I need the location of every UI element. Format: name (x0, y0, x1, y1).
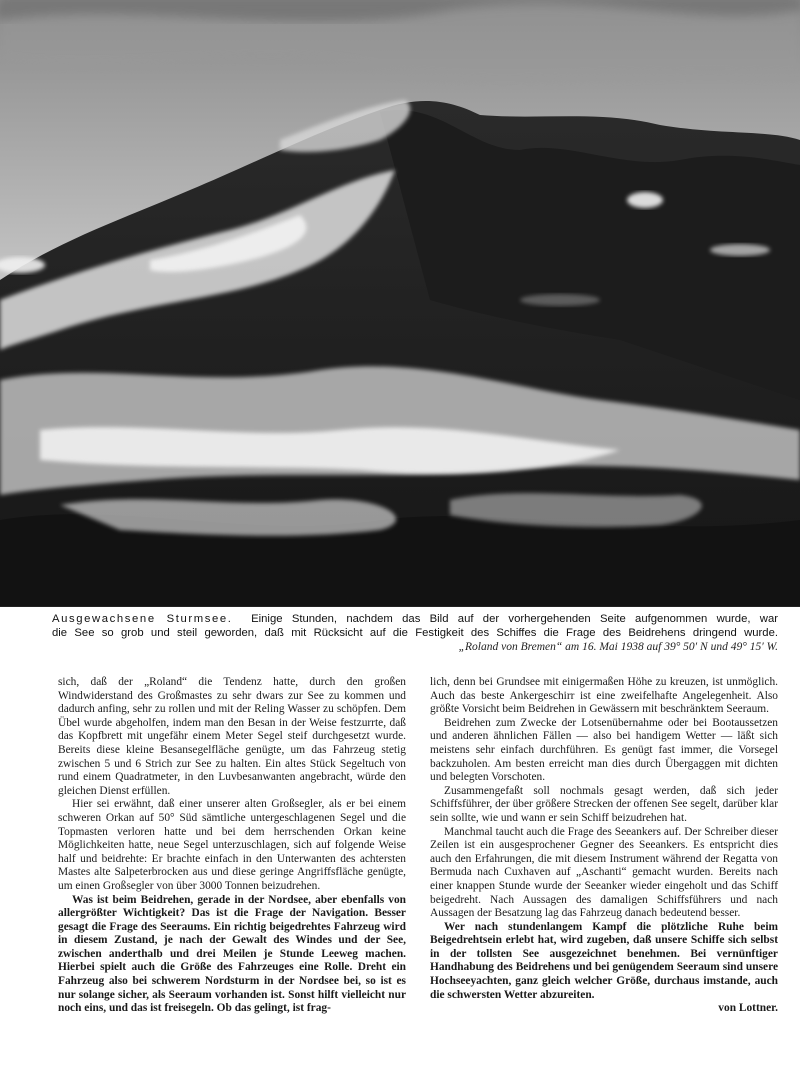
caption-lead: Ausgewachsene Sturmsee. (52, 613, 233, 625)
paragraph: Manchmal taucht auch die Frage des Seeankers auf. Der Schreiber dieser Zeilen ist ein ausgesprochener Gegner des Seeankers. Es entspricht dies auch den Erfahrungen, die mit diesem Instrument während der Regatta von Bermuda nach Cuxhaven auf „Aschanti“ gemacht wurden. Bereits nach einer knappen Stunde wurde der Seeanker wieder eingeholt und das Schiff beigedreht. Nach Aussagen des damaligen Schiffsführers und nach Aussagen der Besatzung lag das Fahrzeug danach bedeutend besser. (430, 825, 778, 920)
photo-bottom-edge (0, 606, 800, 607)
article-body (58, 676, 778, 1076)
right-column (430, 676, 778, 1016)
author-signature: von Lottner. (718, 1002, 778, 1015)
paragraph: Was ist beim Beidrehen, gerade in der Nordsee, aber ebenfalls von allergrößter Wichtigkeit? Das ist die Frage der Navigation. Besser gesagt die Frage des Seeraums. Ein richtig beigedrehtes Fahrzeug wird in diesem Zustand, je nach der Gewalt des Windes und der See, zwischen anderthalb und drei Meilen je Stunde Leeweg machen. Hierbei spielt auch die Größe des Fahrzeuges eine Rolle. Dreht ein Fahrzeug also bei schwerem Nordsturm in der Nordsee bei, so ist es nur solange sicher, als Seeraum vorhanden ist. Sonst hilft vielleicht nur noch eins, und das ist freisegeln. Ob das gelingt, ist frag- (58, 893, 406, 1015)
paragraph: sich, daß der „Roland“ die Tendenz hatte, durch den großen Windwiderstand des Großmastes zu sehr dwars zur See zu kommen und dadurch anfing, sehr zu rollen und mit der Reling Wasser zu schöpfen. Dem Übel wurde abgeholfen, indem man den Besan in der Weise festzurrte, daß das Kopfbrett mit ungefähr einem Meter Segel steif durchgesetzt wurde. Bereits diese kleine Besansegelfläche genügte, um das Fahrzeug stetig zwischen 5 und 6 Strich zur See zu halten. Ein altes Stück Segeltuch von rund einem Quadratmeter, in den Luvbesanwanten angebracht, würde den gleichen Dienst erfüllen. (58, 676, 406, 797)
paragraph: Wer nach stundenlangem Kampf die plötzliche Ruhe beim Beigedrehtsein erlebt hat, wird zugeben, daß unsere Schiffe sich selbst in der tollsten See ausgezeichnet benehmen. Bei vernünftiger Handhabung des Beidrehens und bei genügendem Seeraum sind unsere Hochseeyachten, ganz gleich welcher Größe, durchaus imstande, auch die schwersten Wetter abzureiten. (430, 920, 778, 1001)
photo-caption (52, 612, 778, 654)
paragraph: Zusammengefaßt soll nochmals gesagt werden, daß sich jeder Schiffsführer, der über größere Strecken der offenen See segelt, darüber klar sein sollte, wie und wann er sein Schiff beizudrehen hat. (430, 784, 778, 824)
paragraph: Beidrehen zum Zwecke der Lotsenübernahme oder bei Bootaussetzen und anderen ähnlichen Fällen — also bei handigem Wetter — läßt sich meistens sehr einfach durchführen. Es genügt fast immer, die Vorsegel backzuholen. Am besten erreicht man dies durch Übergaggen mit dichten und belegten Vorschoten. (430, 716, 778, 784)
caption-line-1 (52, 612, 778, 626)
paragraph: lich, denn bei Grundsee mit einigermaßen Höhe zu kreuzen, ist unmöglich. Auch das beste Ankergeschirr ist eine zweifelhafte Angelegenheit. Also größte Vorsicht beim Beidrehen in Gewässern mit beschränktem Seeraum. (430, 676, 778, 716)
caption-line-1-text: Einige Stunden, nachdem das Bild auf der vorhergehenden Seite aufgenommen wurde, war (251, 613, 779, 625)
paragraph: Hier sei erwähnt, daß einer unserer alten Großsegler, als er bei einem schweren Orkan auf 50° Süd sämtliche untergeschlagenen Segel und die Topmasten verloren hatte und bei dem herrschenden Orkan keine Möglichkeiten hatte, neue Segel unterzuschlagen, sich auf folgende Weise half und beidrehte: Er brachte einfach in den Unterwanten des achtersten Mastes alte Salpeterbrocken aus und diese geringe Angriffsfläche genügte, um einen Großsegler von über 3000 Tonnen beizudrehen. (58, 798, 406, 892)
caption-line-2: die See so grob und steil geworden, daß mit Rücksicht auf die Festigkeit des Schiffes die Frage des Beidrehens dringend wurde. (52, 627, 778, 639)
left-column (58, 676, 406, 1016)
caption-credit: „Roland von Bremen“ am 16. Mai 1938 auf 39° 50′ N und 49° 15′ W. (458, 641, 778, 653)
